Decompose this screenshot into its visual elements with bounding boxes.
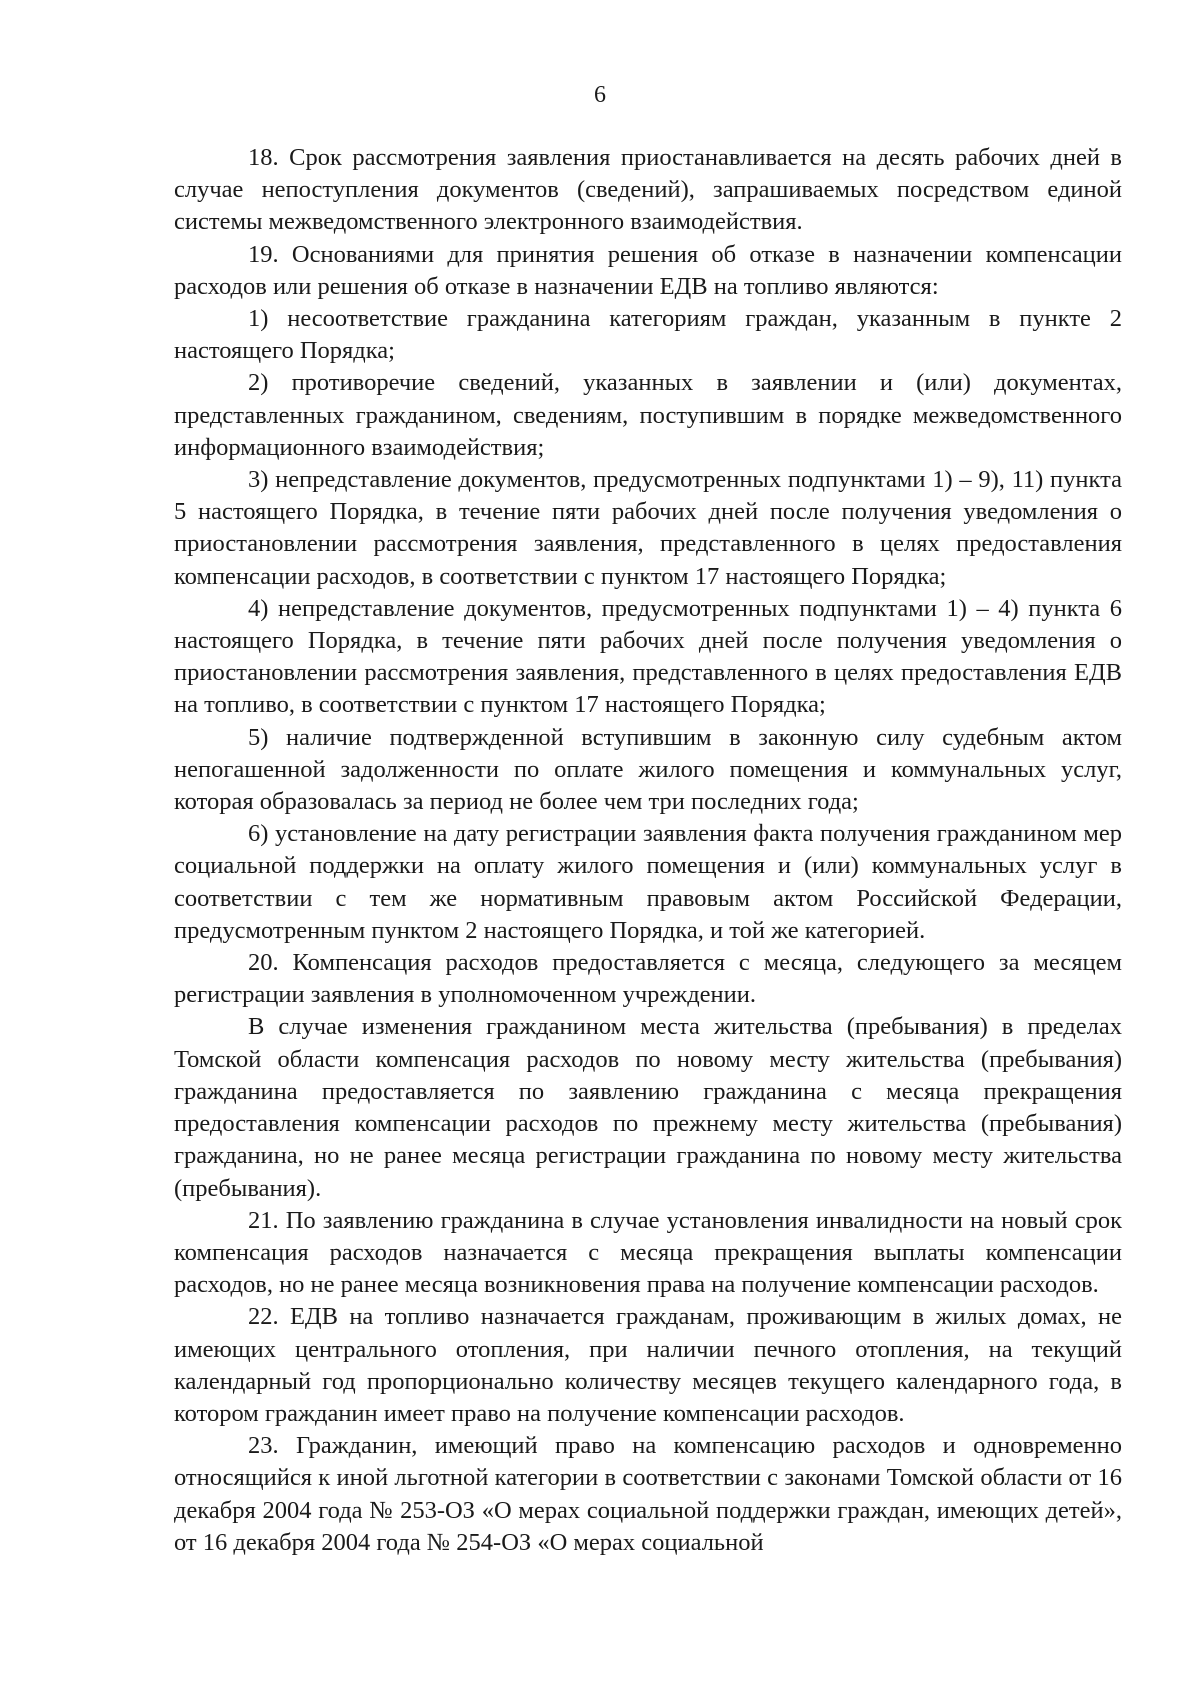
paragraph-19-item-5: 5) наличие подтвержденной вступившим в законную силу судебным актом непогашенной задолженности по оплате жилого помещения и коммунальных услуг, которая образовалась за период не более чем три последних года; [174,723,1122,816]
paragraph-19-item-4: 4) непредставление документов, предусмотренных подпунктами 1) – 4) пункта 6 настоящего Порядка, в течение пяти рабочих дней после получения уведомления о приостановлении рассмотрения заявления, представленного в целях предоставления ЕДВ на топливо, в соответствии с пунктом 17 настоящего Порядка; [174,594,1122,719]
paragraph-22: 22. ЕДВ на топливо назначается гражданам, проживающим в жилых домах, не имеющих центрального отопления, при наличии печного отопления, на текущий календарный год пропорционально количеству месяцев текущего календарного года, в котором гражданин имеет право на получение компенсации расходов. [174,1303,1122,1427]
paragraph-20-continued: В случае изменения гражданином места жительства (пребывания) в пределах Томской области компенсация расходов по новому месту жительства (пребывания) гражданина предоставляется по заявлению гражданина с месяца прекращения предоставления компенсации расходов по прежнему месту жительства (пребывания) гражданина, но не ранее месяца регистрации гражданина по новому месту жительства (пребывания). [174,1013,1122,1202]
paragraph-23: 23. Гражданин, имеющий право на компенсацию расходов и одновременно относящийся к иной льготной категории в соответствии с законами Томской области от 16 декабря 2004 года № 253-ОЗ «О мерах социальной поддержки граждан, имеющих детей», от 16 декабря 2004 года № 254-ОЗ «О мерах социальной [174,1432,1122,1556]
paragraph-19-item-2: 2) противоречие сведений, указанных в заявлении и (или) документах, представленных гражданином, сведениям, поступившим в порядке межведомственного информационного взаимодействия; [174,369,1122,461]
paragraph-21: 21. По заявлению гражданина в случае установления инвалидности на новый срок компенсация расходов назначается с месяца прекращения выплаты компенсации расходов, но не ранее месяца возникновения права на получение компенсации расходов. [174,1206,1122,1299]
document-body [174,142,1122,1559]
paragraph-20: 20. Компенсация расходов предоставляется с месяца, следующего за месяцем регистрации заявления в уполномоченном учреждении. [174,949,1122,1009]
paragraph-19: 19. Основаниями для принятия решения об отказе в назначении компенсации расходов или решения об отказе в назначении ЕДВ на топливо являются: [174,240,1122,300]
paragraph-19-item-6: 6) установление на дату регистрации заявления факта получения гражданином мер социальной поддержки на оплату жилого помещения и (или) коммунальных услуг в соответствии с тем же нормативным правовым актом Российской Федерации, предусмотренным пунктом 2 настоящего Порядка, и той же категорией. [174,820,1122,944]
paragraph-19-item-1: 1) несоответствие гражданина категориям граждан, указанным в пункте 2 настоящего Порядка; [174,305,1122,365]
paragraph-19-item-3: 3) непредставление документов, предусмотренных подпунктами 1) – 9), 11) пункта 5 настоящего Порядка, в течение пяти рабочих дней после получения уведомления о приостановлении рассмотрения заявления, представленного в целях предоставления компенсации расходов, в соответствии с пунктом 17 настоящего Порядка; [174,466,1122,590]
page-number: 6 [594,82,606,108]
paragraph-18: 18. Срок рассмотрения заявления приостанавливается на десять рабочих дней в случае непоступления документов (сведений), запрашиваемых посредством единой системы межведомственного электронного взаимодействия. [174,144,1122,236]
